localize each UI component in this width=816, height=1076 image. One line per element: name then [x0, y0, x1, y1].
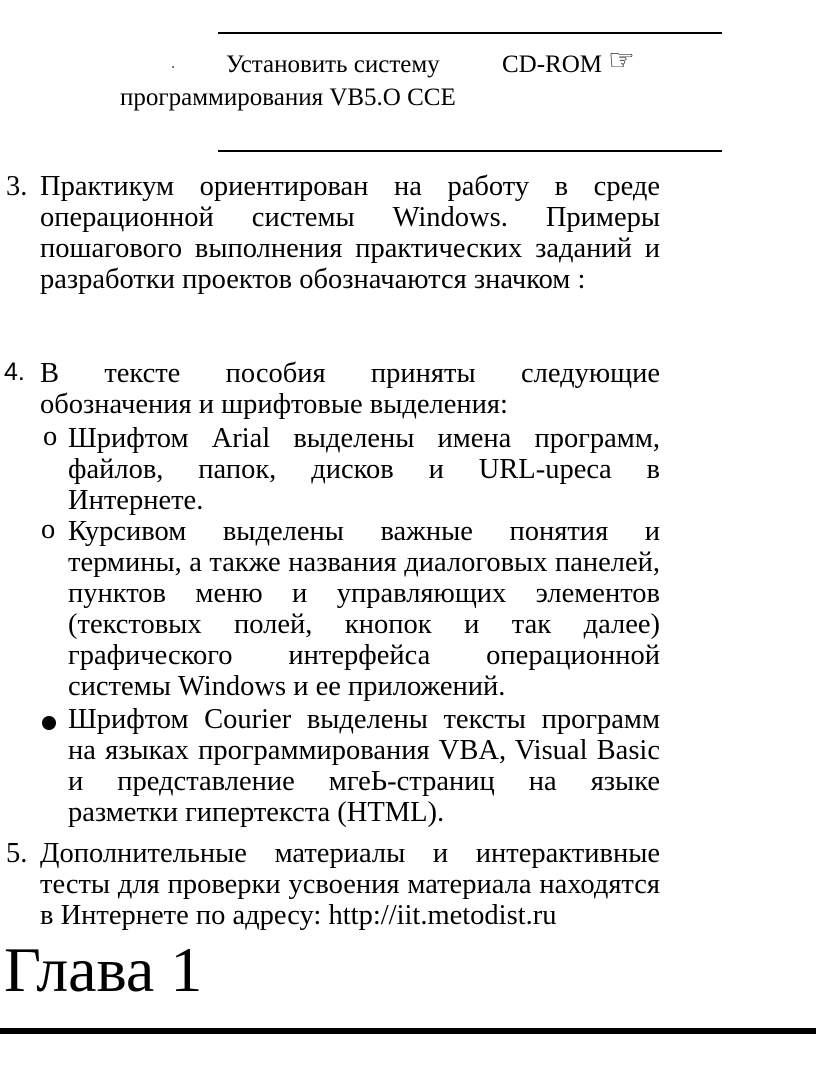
bullet-3-text: Шрифтом Courier выделены тексты программ на языках программирования VBA, Visual Basic и представление мгеЬ-страниц на языке разметки гипертекста (HTML). — [68, 704, 660, 828]
bullet-2-text: Курсивом выделены важные понятия и термины, а также названия диалоговых панелей, пунктов меню и управляющих элементов (текстовых полей, кнопок и так далее) графического интерфейса операционной системы Windows и ее приложений. — [68, 516, 660, 702]
item-5-text: Дополнительные материалы и интерактивные тесты для проверки усвоения материала находятся в Интернете по адресу: http://iit.metodist.ru — [40, 838, 660, 931]
bullet-1-text: Шрифтом Arial выделены имена программ, файлов, папок, дисков и URL-upeca в Интернете. — [68, 423, 660, 516]
item-5-number: 5. — [6, 838, 28, 869]
bullet-2-marker: о — [41, 514, 56, 545]
bullet-3-marker — [42, 716, 56, 730]
bottom-rule — [0, 1028, 816, 1034]
item-3-number: 3. — [6, 171, 28, 202]
middle-rule — [218, 150, 722, 152]
chapter-heading: Глава 1 — [4, 934, 203, 1005]
item-4-number: 4. — [4, 358, 25, 386]
callout-install-text: Установить систему — [226, 51, 440, 78]
callout-line-2: программирования VB5.О ССЕ — [120, 84, 456, 111]
bullet-1-marker: о — [43, 421, 58, 452]
callout-line-1 — [226, 44, 635, 80]
item-4-text: В тексте пособия приняты следующие обозначения и шрифтовые выделения: — [40, 358, 660, 420]
speck — [172, 66, 174, 68]
pointing-hand-icon: ☞ — [608, 44, 635, 77]
top-rule — [218, 32, 722, 34]
item-3-text: Практикум ориентирован на работу в среде операционной системы Windows. Примеры пошагового выполнения практических заданий и разработки проектов обозначаются значком : — [40, 171, 660, 295]
callout-cdrom-text: CD-ROM — [502, 51, 603, 78]
